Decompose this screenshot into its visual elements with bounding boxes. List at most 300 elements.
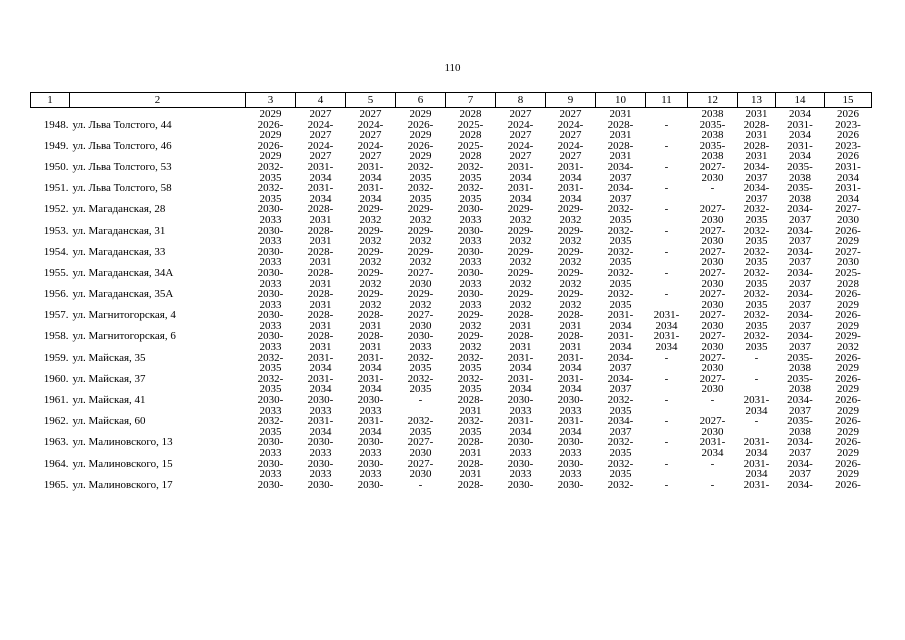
year-start: 2030-	[257, 457, 284, 470]
year-range-cell	[596, 437, 646, 458]
column-header-8: 8	[496, 93, 546, 108]
year-range-cell	[396, 162, 446, 183]
continuation-cell: 2027	[509, 108, 532, 120]
column-header-10: 10	[596, 93, 646, 108]
year-end: 2038	[789, 171, 811, 184]
year-range-cell	[738, 268, 776, 289]
year-end: 2030	[701, 235, 724, 248]
year-range-cell	[688, 459, 738, 480]
year-end: 2032	[459, 341, 482, 354]
year-range-cell	[825, 204, 872, 225]
year-end: 2035	[409, 171, 432, 184]
table-row	[31, 289, 872, 310]
year-start: 2031-	[307, 160, 334, 173]
year-start: 2029-	[457, 309, 484, 322]
year-end: 2029	[837, 425, 859, 438]
year-range-cell	[496, 162, 546, 183]
year-end: 2034	[359, 192, 382, 205]
year-range-cell	[596, 204, 646, 225]
year-range-cell	[646, 416, 688, 437]
year-end: 2033	[409, 341, 432, 354]
schedule-table	[30, 92, 872, 490]
address-cell	[31, 183, 246, 204]
year-range-cell	[825, 331, 872, 352]
year-end: 2027	[309, 129, 332, 142]
year-start: 2034-	[787, 330, 813, 343]
row-number: 1953.	[43, 224, 69, 237]
year-start: 2029-	[457, 330, 484, 343]
year-end: 2029	[837, 362, 859, 375]
year-range-cell	[246, 416, 296, 437]
year-range-cell	[825, 310, 872, 331]
year-range-cell	[246, 374, 296, 395]
year-end: 2035	[745, 235, 768, 248]
year-start: 2031-	[357, 182, 384, 195]
year-range-cell	[646, 247, 688, 268]
year-end: 2030	[409, 447, 432, 459]
year-range-cell	[396, 310, 446, 331]
year-end: 2037	[609, 383, 632, 396]
year-range-cell	[776, 162, 825, 183]
year-range-cell	[246, 480, 296, 491]
year-range-cell	[738, 162, 776, 183]
year-start: 2030-	[307, 394, 334, 407]
table-row	[31, 120, 872, 141]
year-start: 2031-	[507, 351, 534, 364]
row-number: 1950.	[43, 160, 69, 173]
year-end: 2031	[309, 341, 332, 354]
year-range-cell	[346, 120, 396, 141]
year-range-cell	[346, 331, 396, 352]
year-start: 2034-	[607, 415, 634, 428]
year-end: 2033	[309, 404, 332, 417]
year-start: 2030-	[257, 330, 284, 343]
column-header-5: 5	[346, 93, 396, 108]
year-range-cell	[296, 183, 346, 204]
year-range-cell	[546, 226, 596, 247]
year-start: 2028-	[557, 330, 584, 343]
year-end: 2037	[789, 235, 811, 248]
table-row	[31, 247, 872, 268]
street-address: ул. Льва Толстого, 58	[72, 182, 172, 195]
year-end: 2032	[459, 319, 482, 332]
year-end: 2033	[459, 277, 482, 290]
year-range-cell	[246, 141, 296, 162]
year-end: 2035	[609, 213, 632, 226]
address-cell	[31, 395, 246, 416]
year-end: 2033	[259, 447, 282, 459]
year-start: 2028-	[307, 288, 334, 301]
year-range-cell	[738, 247, 776, 268]
year-end: 2033	[459, 235, 482, 248]
year-start: 2028-	[743, 139, 770, 152]
year-start: 2032-	[257, 182, 284, 195]
year-start: 2026-	[835, 394, 861, 407]
year-start: 2031-	[835, 182, 861, 195]
year-range-cell	[596, 416, 646, 437]
year-start: 2032-	[407, 160, 434, 173]
street-address: ул. Магаданская, 33	[72, 245, 166, 258]
year-start: 2034-	[787, 394, 813, 407]
year-range-cell	[496, 247, 546, 268]
year-start: 2029-	[407, 288, 434, 301]
year-end: 2034	[745, 468, 768, 481]
year-start: 2027-	[699, 372, 726, 385]
year-start: 2032-	[257, 160, 284, 173]
year-start: -	[664, 372, 669, 385]
row-number: 1955.	[43, 266, 69, 279]
year-start: 2030-	[507, 478, 534, 491]
year-range-cell	[396, 247, 446, 268]
year-range-cell	[396, 226, 446, 247]
year-start: 2034-	[787, 203, 813, 216]
address-cell	[31, 331, 246, 352]
year-start: 2027-	[407, 266, 434, 279]
year-range-cell	[646, 459, 688, 480]
year-start: 2027-	[699, 309, 726, 322]
year-range-cell	[296, 247, 346, 268]
year-range-cell	[776, 247, 825, 268]
year-end: 2033	[509, 468, 532, 481]
year-end: 2038	[789, 383, 811, 396]
year-start: 2035-	[787, 372, 813, 385]
year-range-cell	[688, 247, 738, 268]
year-start: 2031-	[743, 478, 770, 491]
year-range-cell	[776, 141, 825, 162]
year-range-cell	[446, 141, 496, 162]
year-end: 2037	[609, 425, 632, 438]
year-range-cell	[446, 416, 496, 437]
row-number: 1951.	[43, 182, 69, 195]
year-start: 2031-	[307, 372, 334, 385]
year-end: 2030	[701, 256, 724, 269]
year-start: 2027-	[699, 351, 726, 364]
year-start: -	[664, 436, 669, 449]
row-number: 1956.	[43, 288, 69, 301]
year-end: 2031	[309, 319, 332, 332]
street-address: ул. Малиновского, 13	[72, 436, 173, 449]
year-start: 2029-	[507, 288, 534, 301]
year-range-cell	[396, 416, 446, 437]
year-end: 2032	[409, 213, 432, 226]
year-range-cell	[446, 226, 496, 247]
year-end: 2033	[309, 468, 332, 481]
year-range-cell	[546, 353, 596, 374]
year-range-cell	[596, 331, 646, 352]
year-start: 2030-	[557, 394, 584, 407]
year-range-cell	[396, 331, 446, 352]
year-start: -	[710, 457, 715, 470]
year-start: -	[664, 288, 669, 301]
column-header-4: 4	[296, 93, 346, 108]
year-end: 2037	[789, 213, 811, 226]
year-end: 2037	[789, 447, 811, 459]
year-range-cell	[446, 331, 496, 352]
year-range-cell	[596, 226, 646, 247]
year-range-cell	[346, 416, 396, 437]
year-range-cell	[396, 289, 446, 310]
year-end: 2035	[409, 425, 432, 438]
table-row	[31, 183, 872, 204]
year-end: 2033	[259, 298, 282, 311]
year-end: 2038	[789, 192, 811, 205]
year-start: 2028-	[307, 330, 334, 343]
year-start: 2031-	[557, 182, 584, 195]
year-range-cell	[546, 331, 596, 352]
year-range-cell	[446, 437, 496, 458]
year-range-cell	[496, 268, 546, 289]
year-end: 2032	[509, 277, 532, 290]
year-range-cell	[246, 226, 296, 247]
year-range-cell	[688, 416, 738, 437]
continuation-cell: 2034	[789, 108, 811, 120]
table-row	[31, 162, 872, 183]
year-range-cell	[688, 120, 738, 141]
year-range-cell	[346, 289, 396, 310]
year-end: 2034	[789, 150, 811, 163]
year-start: 2035-	[699, 139, 726, 152]
year-start: 2034-	[607, 160, 634, 173]
year-start: 2026-	[257, 118, 284, 131]
column-header-12: 12	[688, 93, 738, 108]
year-end: 2032	[559, 298, 582, 311]
year-end: 2034	[509, 362, 532, 375]
year-range-cell	[776, 437, 825, 458]
year-start: 2025-	[457, 118, 484, 131]
year-start: -	[754, 351, 759, 364]
year-start: 2027-	[407, 457, 434, 470]
year-end: 2034	[701, 447, 724, 459]
year-start: 2034-	[607, 182, 634, 195]
row-number: 1964.	[43, 457, 69, 470]
year-start: 2028-	[507, 309, 534, 322]
year-end: 2034	[745, 447, 768, 459]
year-start: 2027-	[699, 266, 726, 279]
year-end: 2034	[559, 192, 582, 205]
year-start: 2024-	[307, 118, 334, 131]
year-range-cell	[446, 268, 496, 289]
year-start: 2028-	[307, 266, 334, 279]
year-range-cell	[776, 226, 825, 247]
continuation-cell	[646, 108, 688, 120]
address-cell	[31, 247, 246, 268]
year-start: 2032-	[457, 415, 484, 428]
year-range-cell	[346, 374, 396, 395]
table-row	[31, 480, 872, 491]
year-start: 2034-	[787, 309, 813, 322]
year-end: 2031	[509, 341, 532, 354]
year-range-cell	[496, 480, 546, 491]
year-end: 2034	[309, 425, 332, 438]
year-start: 2031-	[653, 309, 680, 322]
year-end: 2027	[359, 129, 382, 142]
year-start: 2026-	[257, 139, 284, 152]
header-row	[31, 93, 872, 108]
year-start: 2030-	[307, 478, 334, 491]
year-start: 2031-	[699, 436, 726, 449]
year-end: 2033	[259, 213, 282, 226]
year-range-cell	[776, 120, 825, 141]
year-range-cell	[246, 459, 296, 480]
year-start: -	[664, 266, 669, 279]
year-start: 2030-	[257, 224, 284, 237]
year-start: 2031-	[653, 330, 680, 343]
table-row	[31, 204, 872, 225]
year-start: 2030-	[357, 457, 384, 470]
year-start: -	[710, 182, 715, 195]
year-range-cell	[738, 310, 776, 331]
year-end: 2030	[701, 298, 724, 311]
year-range-cell	[546, 480, 596, 491]
year-end: 2031	[309, 256, 332, 269]
year-start: 2031-	[607, 309, 634, 322]
year-end: 2029	[837, 404, 859, 417]
year-end: 2034	[609, 341, 632, 354]
year-end: 2035	[459, 362, 482, 375]
year-start: 2028-	[457, 436, 484, 449]
address-cell	[31, 204, 246, 225]
year-end: 2029	[837, 447, 859, 459]
address-cell	[31, 310, 246, 331]
year-end: 2026	[837, 129, 859, 142]
row-number: 1958.	[43, 330, 69, 343]
year-start: 2028-	[357, 309, 384, 322]
year-start: 2026-	[835, 351, 861, 364]
year-range-cell	[296, 374, 346, 395]
year-start: -	[664, 118, 669, 131]
row-number: 1960.	[43, 372, 69, 385]
year-end: 2033	[259, 235, 282, 248]
table-body	[31, 108, 872, 491]
year-range-cell	[738, 480, 776, 491]
table-header	[31, 93, 872, 108]
year-end: 2038	[789, 425, 811, 438]
year-start: 2028-	[607, 118, 634, 131]
year-end: 2032	[559, 213, 582, 226]
street-address: ул. Малиновского, 17	[72, 478, 173, 491]
year-range-cell	[496, 226, 546, 247]
year-start: 2030-	[457, 245, 484, 258]
year-range-cell	[346, 162, 396, 183]
year-range-cell	[688, 374, 738, 395]
year-start: 2032-	[407, 415, 434, 428]
year-range-cell	[546, 162, 596, 183]
year-end: 2031	[459, 404, 482, 417]
year-start: 2029-	[507, 245, 534, 258]
year-end: 2029	[837, 383, 859, 396]
year-start: 2032-	[743, 224, 770, 237]
year-range-cell	[296, 226, 346, 247]
year-range-cell	[738, 226, 776, 247]
page-number: 110	[444, 62, 461, 74]
year-end: 2029	[837, 468, 859, 481]
year-end: 2029	[259, 150, 282, 163]
year-end: 2033	[259, 277, 282, 290]
year-range-cell	[596, 247, 646, 268]
continuation-cell: 2029	[409, 108, 432, 120]
year-end: 2034	[309, 383, 332, 396]
year-range-cell	[346, 395, 396, 416]
year-end: 2038	[701, 129, 724, 142]
year-start: 2032-	[257, 415, 284, 428]
year-range-cell	[346, 459, 396, 480]
year-end: 2034	[609, 319, 632, 332]
year-end: 2035	[609, 447, 632, 459]
year-start: 2032-	[743, 309, 770, 322]
year-range-cell	[825, 247, 872, 268]
year-start: 2027-	[835, 203, 861, 216]
year-end: 2034	[509, 383, 532, 396]
year-start: 2024-	[357, 118, 384, 131]
year-start: 2026-	[835, 288, 861, 301]
year-range-cell	[596, 141, 646, 162]
year-range-cell	[776, 480, 825, 491]
year-range-cell	[546, 268, 596, 289]
year-start: 2031-	[507, 372, 534, 385]
year-start: 2034-	[787, 478, 813, 491]
row-number: 1949.	[43, 139, 69, 152]
year-range-cell	[596, 162, 646, 183]
column-header-15: 15	[825, 93, 872, 108]
year-end: 2033	[259, 468, 282, 481]
year-end: 2028	[459, 129, 482, 142]
table-row	[31, 331, 872, 352]
street-address: ул. Майская, 41	[72, 394, 146, 407]
continuation-cell: 2031	[745, 108, 768, 120]
year-range-cell	[446, 183, 496, 204]
year-end: 2035	[259, 425, 282, 438]
year-start: 2027-	[699, 330, 726, 343]
year-start: 2031-	[307, 351, 334, 364]
year-start: 2030-	[557, 436, 584, 449]
address-cell	[31, 120, 246, 141]
street-address: ул. Льва Толстого, 53	[72, 160, 172, 173]
row-number: 1948.	[43, 118, 69, 131]
year-range-cell	[646, 141, 688, 162]
year-end: 2035	[745, 341, 768, 354]
year-start: 2025-	[457, 139, 484, 152]
year-end: 2033	[359, 468, 382, 481]
year-start: 2027-	[699, 415, 726, 428]
year-range-cell	[396, 480, 446, 491]
year-range-cell	[246, 247, 296, 268]
year-end: 2031	[609, 129, 632, 142]
year-end: 2031	[459, 447, 482, 459]
year-end: 2032	[509, 213, 532, 226]
year-range-cell	[825, 480, 872, 491]
year-start: 2029-	[507, 203, 534, 216]
year-start: 2027-	[699, 224, 726, 237]
year-range-cell	[646, 437, 688, 458]
year-start: -	[664, 351, 669, 364]
year-range-cell	[346, 353, 396, 374]
year-range-cell	[776, 289, 825, 310]
year-range-cell	[776, 331, 825, 352]
year-range-cell	[396, 437, 446, 458]
year-range-cell	[646, 374, 688, 395]
year-range-cell	[446, 395, 496, 416]
year-range-cell	[246, 353, 296, 374]
year-range-cell	[346, 141, 396, 162]
column-header-6: 6	[396, 93, 446, 108]
year-range-cell	[396, 374, 446, 395]
year-start: 2029-	[357, 203, 384, 216]
year-range-cell	[596, 310, 646, 331]
year-start: 2030-	[257, 288, 284, 301]
year-range-cell	[296, 204, 346, 225]
column-header-2: 2	[70, 93, 246, 108]
address-cell	[31, 353, 246, 374]
